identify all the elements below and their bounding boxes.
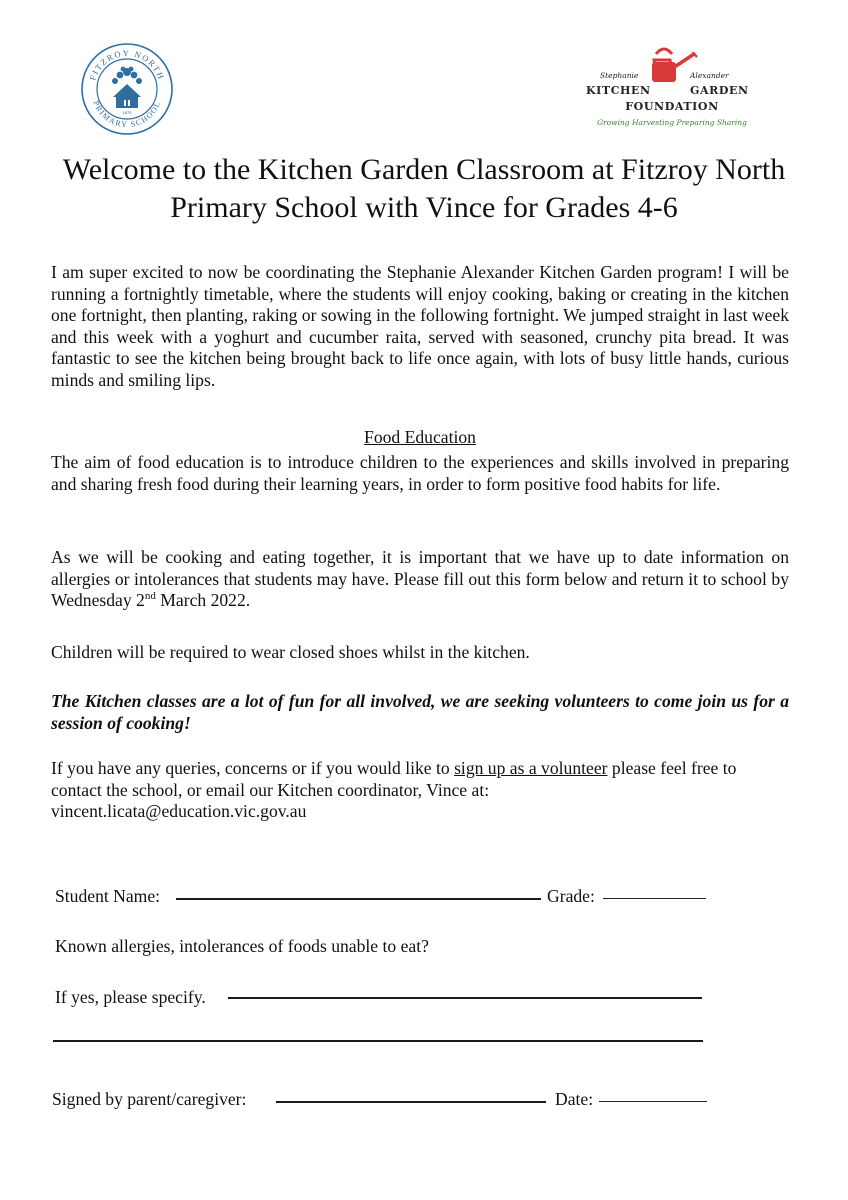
contact-paragraph bbox=[51, 758, 781, 823]
date-label: Date: bbox=[555, 1089, 594, 1109]
allergies-question: Known allergies, intolerances of foods unable to eat? bbox=[55, 936, 429, 956]
foundation-logo bbox=[572, 44, 772, 136]
logo-alexander: Alexander bbox=[690, 71, 729, 80]
date-ordinal-suffix: nd bbox=[144, 590, 156, 603]
date-field[interactable] bbox=[599, 1101, 707, 1102]
logo-ring-bottom-text: PRIMARY SCHOOL bbox=[91, 99, 163, 130]
logo-foundation: FOUNDATION bbox=[625, 100, 719, 113]
logo-garden: GARDEN bbox=[690, 84, 749, 97]
volunteer-signup-link[interactable]: sign up as a volunteer bbox=[454, 758, 608, 778]
logo-stephanie: Stephanie bbox=[600, 71, 639, 80]
specify-label: If yes, please specify. bbox=[55, 987, 206, 1007]
section-heading-food-education: Food Education bbox=[364, 427, 476, 447]
grade-field[interactable] bbox=[603, 898, 706, 899]
logo-tagline: Growing Harvesting Preparing Sharing bbox=[597, 118, 747, 127]
allergy-text-end: March 2022. bbox=[155, 590, 251, 611]
specify-field-line-2[interactable] bbox=[53, 1040, 703, 1042]
student-name-field[interactable] bbox=[176, 898, 541, 900]
logo-ring-top-text: FITZROY NORTH bbox=[87, 47, 167, 82]
allergy-paragraph bbox=[51, 547, 789, 612]
logo-kitchen: KITCHEN bbox=[586, 84, 651, 97]
contact-text-end: please feel free to contact the school, or email our Kitchen coordinator, Vince at: bbox=[51, 758, 737, 800]
student-name-label: Student Name: bbox=[55, 886, 161, 906]
grade-label: Grade: bbox=[547, 886, 595, 906]
allergy-text: As we will be cooking and eating together, it is important that we have up to date information on allergies or intolerances that students may have. Please fill out this form below and return it to school by Wednesday 2 bbox=[51, 547, 789, 611]
contact-text: If you have any queries, concerns or if you would like to bbox=[51, 758, 455, 778]
shoes-notice: Children will be required to wear closed shoes whilst in the kitchen. bbox=[51, 642, 530, 662]
logo-year: 1875 bbox=[122, 110, 132, 115]
signature-field[interactable] bbox=[276, 1101, 546, 1103]
intro-paragraph: I am super excited to now be coordinating the Stephanie Alexander Kitchen Garden program! I will be running a fortnightly timetable, where the students will enjoy cooking, baking or creating in the kitchen one fortnight, then planting, raking or sowing in the following fortnight. We jumped straight in last week and this week with a yoghurt and cucumber raita, served with seasoned, crunchy pita bread. It was fantastic to see the kitchen being brought back to life once again, with lots of busy little hands, curious minds and smiling lips. bbox=[51, 262, 789, 390]
page-title: Welcome to the Kitchen Garden Classroom at Fitzroy North Primary School with Vince for Grades 4-6 bbox=[62, 153, 786, 224]
food-education-paragraph: The aim of food education is to introduce children to the experiences and skills involved in preparing and sharing fresh food during their learning years, in order to form positive food habits for life. bbox=[51, 452, 789, 494]
school-logo bbox=[80, 42, 174, 136]
volunteer-callout: The Kitchen classes are a lot of fun for all involved, we are seeking volunteers to come join us for a session of cooking! bbox=[51, 691, 789, 733]
specify-field[interactable] bbox=[228, 997, 702, 999]
signature-label: Signed by parent/caregiver: bbox=[52, 1089, 247, 1109]
contact-email[interactable]: vincent.licata@education.vic.gov.au bbox=[51, 801, 307, 822]
